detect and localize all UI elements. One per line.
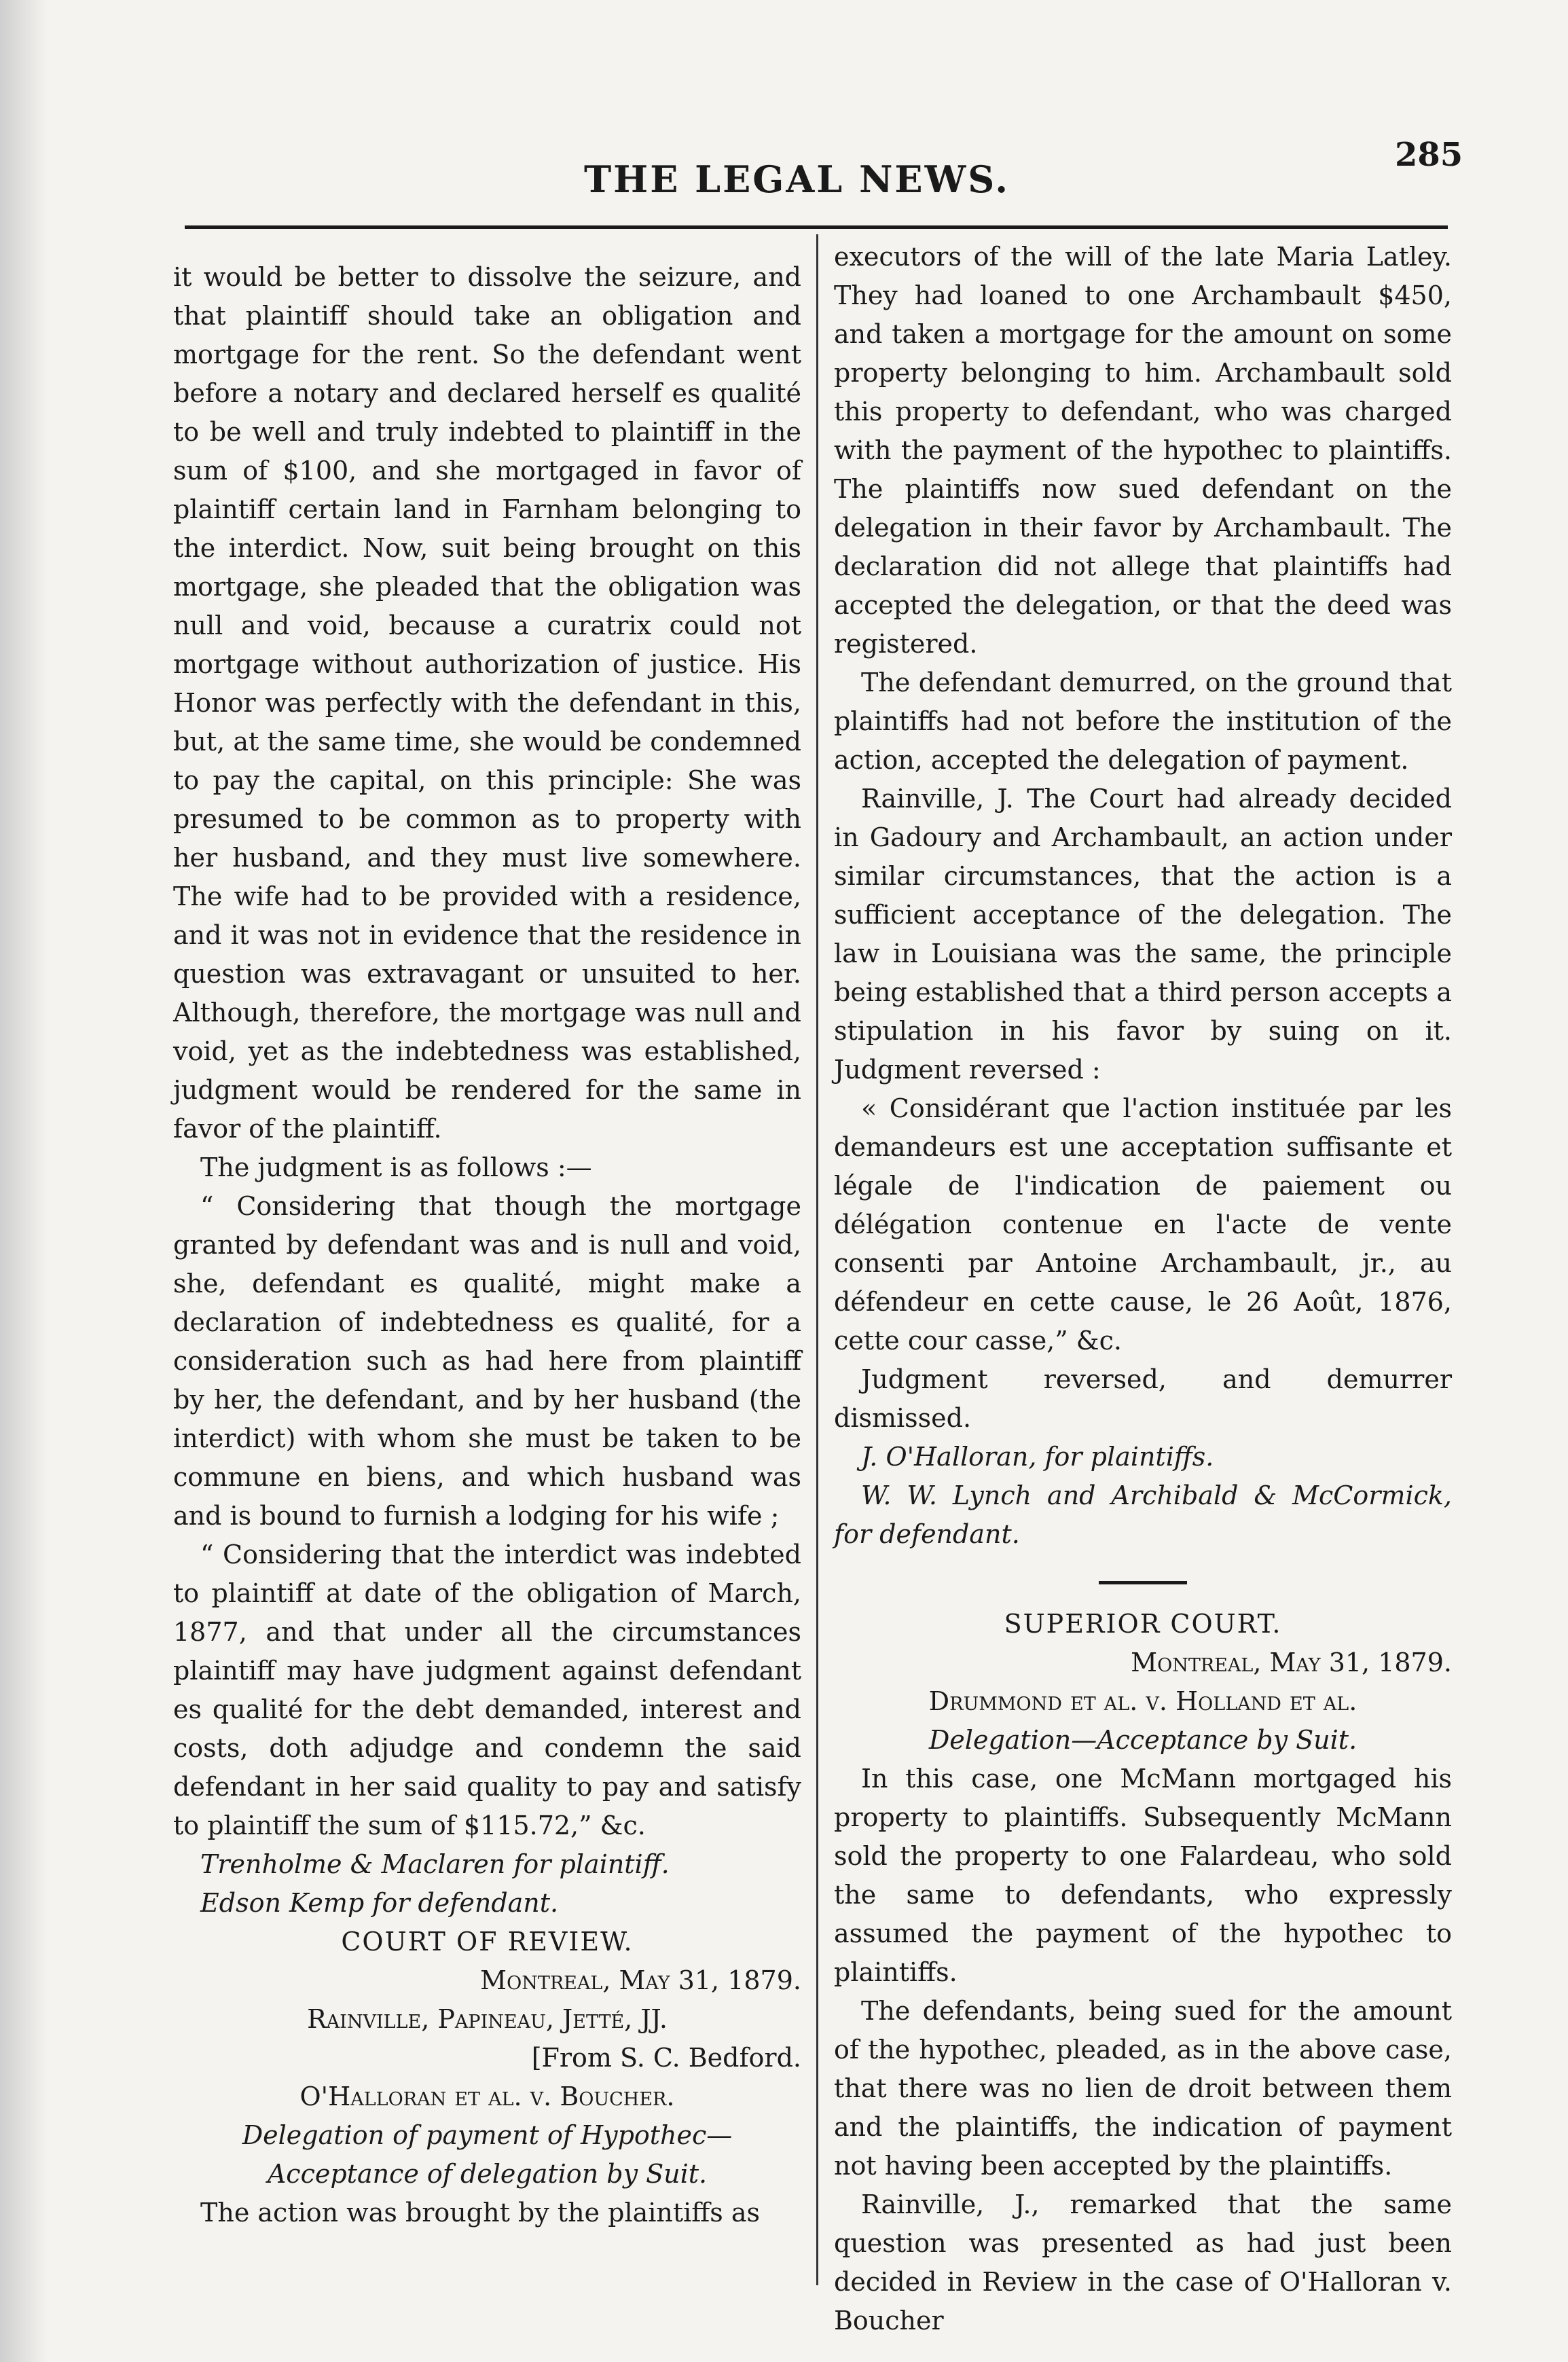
- paragraph: The judgment is as follows :—: [200, 1152, 592, 1182]
- from-line: [From S. C. Bedford.: [531, 2043, 801, 2073]
- date-line: Montreal, May 31, 1879.: [1131, 1648, 1452, 1677]
- counsel-line: Trenholme & Maclaren for plaintiff.: [200, 1849, 670, 1879]
- section-rule: [1099, 1581, 1187, 1584]
- page-number: 285: [1395, 136, 1463, 174]
- paragraph: The defendants, being sued for the amount of the hypothec, pleaded, as in the above case, that there was no lien de droit between them and the plaintiffs, the indication of payment not having been accepted by the plaintiffs.: [834, 1996, 1452, 2181]
- paragraph: The defendant demurred, on the ground that plaintiffs had not before the institution of the action, accepted the delegation of payment.: [834, 668, 1452, 775]
- paragraph: “ Considering that the interdict was indebted to plaintiff at date of the obligation of March, 1877, and that under all the circumstances plaintiff may have judgment against defendant es qualité for the debt demanded, interest and costs, doth adjudge and condemn the said defendant in her said quality to pay and satisfy to plaintiff the sum of $115.72,” &c.: [173, 1540, 801, 1840]
- paragraph: The action was brought by the plaintiffs as: [200, 2198, 761, 2228]
- section-heading: SUPERIOR COURT.: [1004, 1609, 1282, 1639]
- page-binding-shadow: [0, 0, 48, 2362]
- counsel-line: J. O'Halloran, for plaintiffs.: [861, 1442, 1214, 1472]
- paragraph: Rainville, J. The Court had already decided in Gadoury and Archambault, an action under similar circumstances, that the action is a sufficient acceptance of the delegation. The law in Louisiana was the same, the principle being established that a third person accepts a stipulation in his favor by suing on it. Judgment reversed :: [834, 784, 1452, 1085]
- running-head: THE LEGAL NEWS.: [584, 158, 1010, 201]
- judges-line: Rainville, Papineau, Jetté, JJ.: [307, 2004, 668, 2034]
- paragraph: Judgment reversed, and demurrer dismissed.: [834, 1364, 1452, 1433]
- column-divider: [816, 234, 818, 2285]
- paragraph: executors of the will of the late Maria Latley. They had loaned to one Archambault $450, and taken a mortgage for the amount on some property belonging to him. Archambault sold this property to defendant, who was charged with the payment of the hypothec to plaintiffs. The plaintiffs now sued defendant on the delegation in their favor by Archambault. The declaration did not allege that plaintiffs had accepted the delegation, or that the deed was registered.: [834, 242, 1452, 659]
- case-name: Drummond et al. v. Holland et al.: [928, 1686, 1357, 1716]
- headnote: Delegation of payment of Hypothec—Acceptance of delegation by Suit.: [242, 2120, 733, 2189]
- paragraph: Rainville, J., remarked that the same question was presented as had just been decided in Review in the case of O'Halloran v. Boucher: [834, 2190, 1452, 2336]
- paragraph: it would be better to dissolve the seizure, and that plaintiff should take an obligation and mortgage for the rent. So the defendant went before a notary and declared herself es qualité to be well and truly indebted to plaintiff in the sum of $100, and she mortgaged in favor of plaintiff certain land in Farnham belonging to the interdict. Now, suit being brought on this mortgage, she pleaded that the obligation was null and void, because a curatrix could not mortgage without authorization of justice. His Honor was perfectly with the defendant in this, but, at the same time, she would be condemned to pay the capital, on this principle: She was presumed to be common as to property with her husband, and they must live somewhere. The wife had to be provided with a residence, and it was not in evidence that the residence in question was extravagant or unsuited to her. Although, therefore, the mortgage was null and void, yet as the indebtedness was established, judgment would be rendered for the same in favor of the plaintiff.: [173, 262, 801, 1144]
- paragraph: In this case, one McMann mortgaged his property to plaintiffs. Subsequently McMann sold the property to one Falardeau, who sold the same to defendants, who expressly assumed the payment of the hypothec to plaintiffs.: [834, 1764, 1452, 1987]
- headnote: Delegation—Acceptance by Suit.: [928, 1725, 1357, 1755]
- header-rule: [185, 225, 1448, 229]
- section-heading: COURT OF REVIEW.: [341, 1927, 634, 1957]
- right-column: [834, 238, 1452, 2340]
- quoted-paragraph: « Considérant que l'action instituée par les demandeurs est une acceptation suffisante et légale de l'indication de paiement ou délégation contenue en l'acte de vente consenti par Antoine Archambault, jr., au défendeur en cette cause, le 26 Août, 1876, cette cour casse,” &c.: [834, 1093, 1452, 1356]
- counsel-line: W. W. Lynch and Archibald & McCormick, for defendant.: [834, 1480, 1452, 1549]
- case-name: O'Halloran et al. v. Boucher.: [299, 2082, 675, 2111]
- left-column: [173, 258, 801, 2232]
- paragraph: “ Considering that though the mortgage granted by defendant was and is null and void, she, defendant es qualité, might make a declaration of indebtedness es qualité, for a consideration such as had here from plaintiff by her, the defendant, and by her husband (the interdict) with whom she must be taken to be commune en biens, and which husband was and is bound to furnish a lodging for his wife ;: [173, 1191, 801, 1531]
- counsel-line: Edson Kemp for defendant.: [200, 1888, 559, 1918]
- date-line: Montreal, May 31, 1879.: [480, 1965, 801, 1995]
